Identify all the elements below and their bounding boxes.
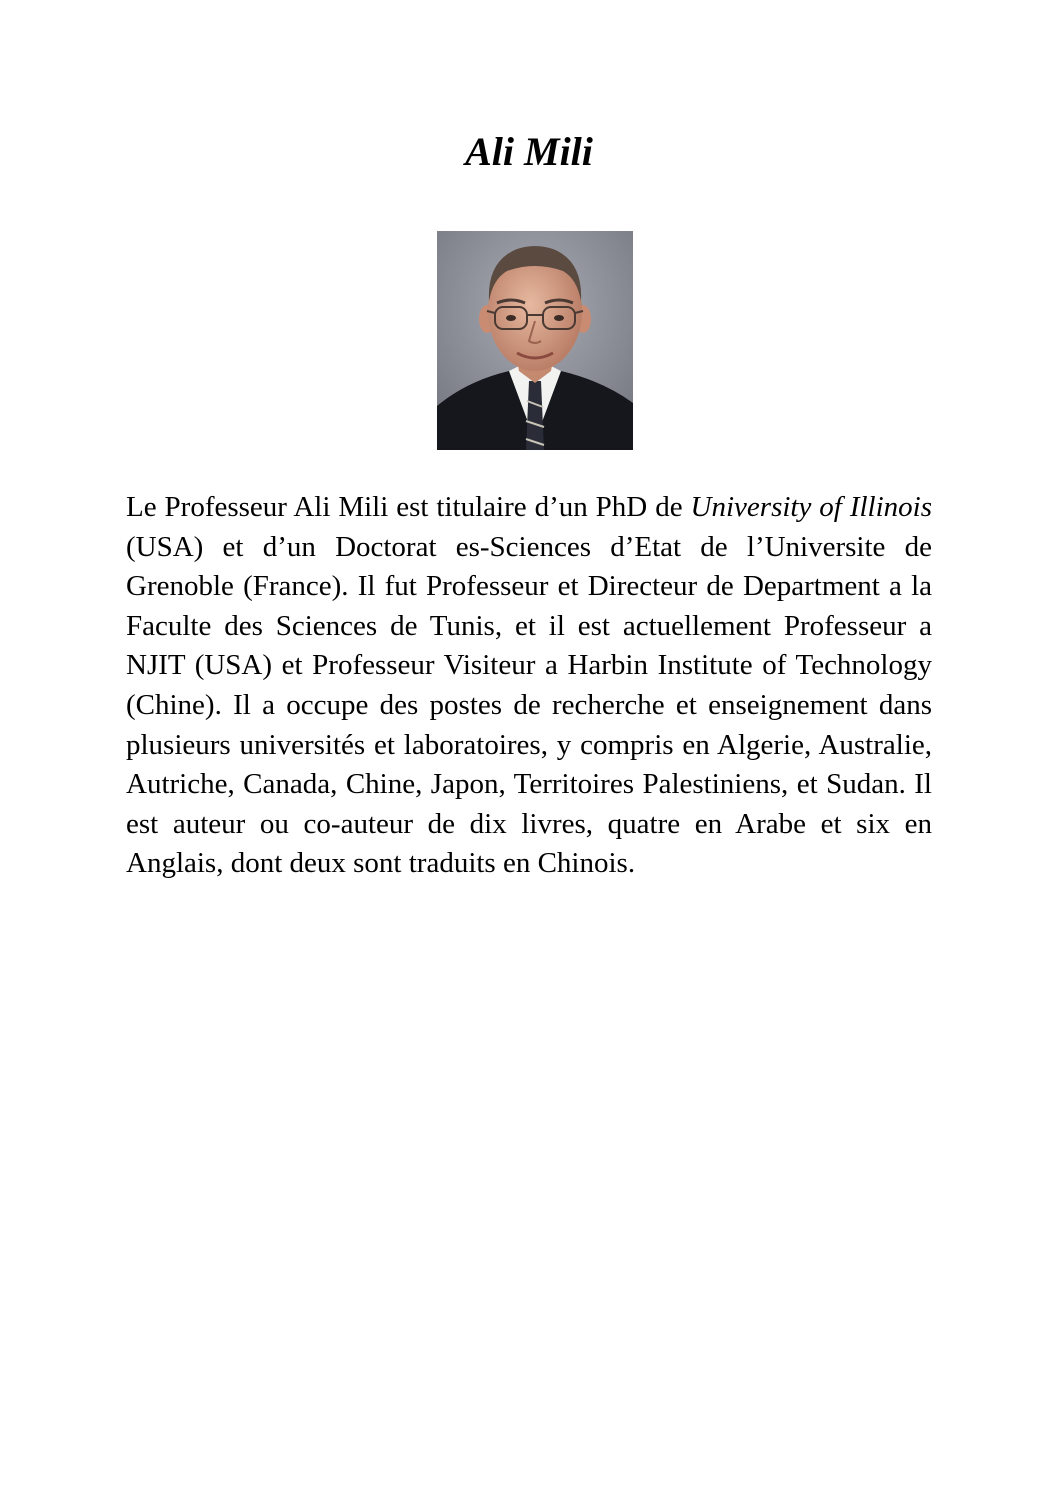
portrait-photo <box>437 231 633 450</box>
biography-paragraph <box>126 488 932 884</box>
bio-text-intro: Le Professeur Ali Mili est titulaire d’un PhD de <box>126 491 691 523</box>
bio-text-body: (USA) et d’un Doctorat es-Sciences d’Etat de l’Universite de Grenoble (France). Il fut Professeur et Directeur de Department a la Faculte des Sciences de Tunis, et il est actuellement Professeur a NJIT (USA) et Professeur Visiteur a Harbin Institute of Technology (Chine). Il a occupe des postes de recherche et enseignement dans plusieurs universités et laboratoires, y compris en Algerie, Australie, Autriche, Canada, Chine, Japon, Territoires Palestiniens, et Sudan. Il est auteur ou co-auteur de dix livres, quatre en Arabe et six en Anglais, dont deux sont traduits en Chinois. <box>126 530 932 880</box>
bio-university-name: University of Illinois <box>690 491 932 523</box>
page-title: Ali Mili <box>465 129 593 174</box>
